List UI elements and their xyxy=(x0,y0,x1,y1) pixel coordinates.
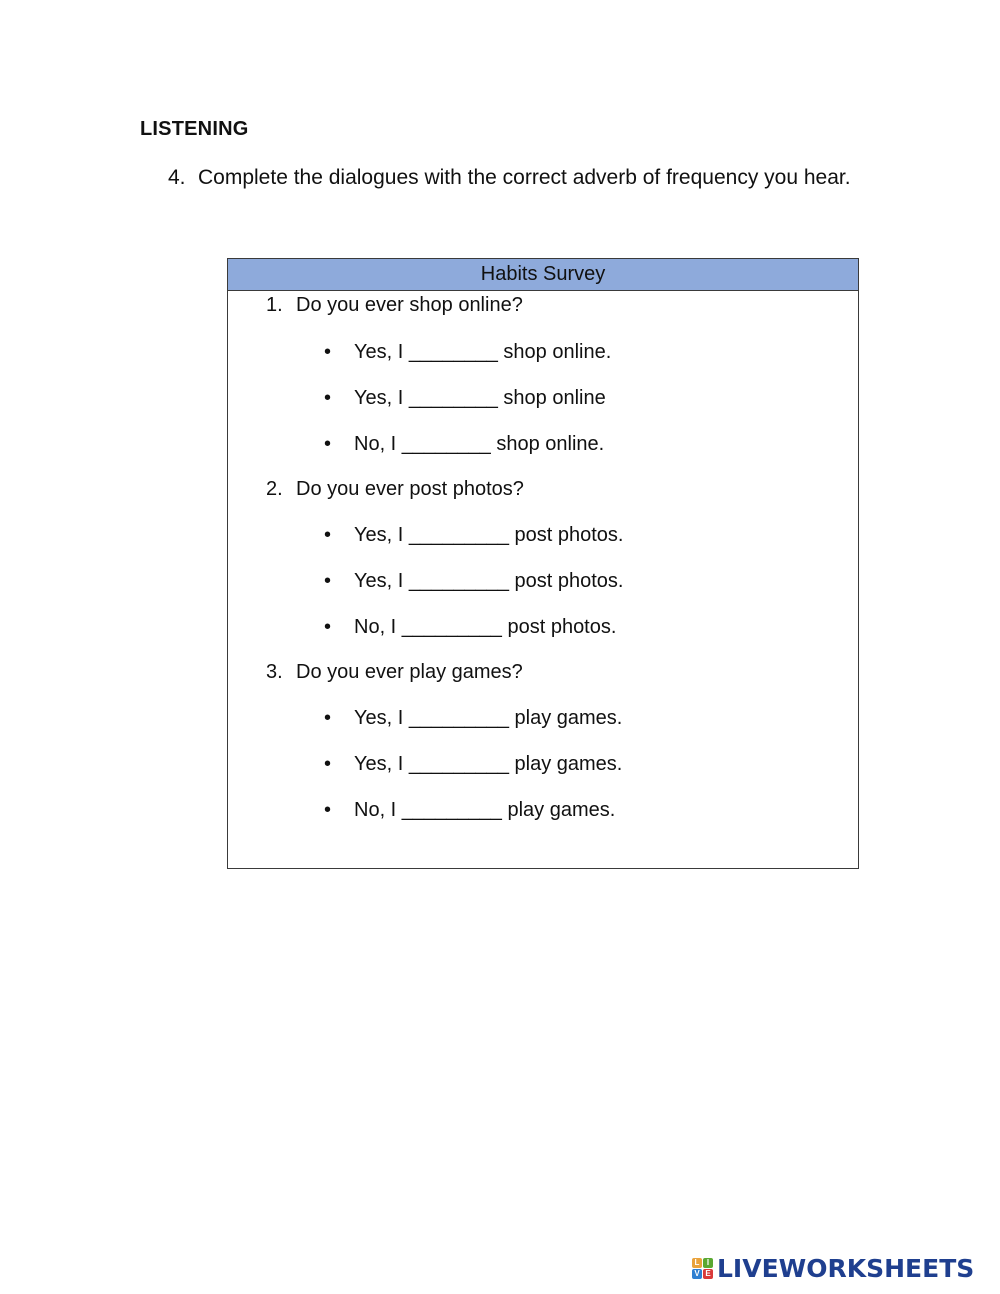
section-heading: LISTENING xyxy=(140,118,249,140)
question-3 xyxy=(266,658,523,686)
question-number: 1. xyxy=(266,294,283,316)
liveworksheets-logo-icon xyxy=(692,1258,713,1279)
question-1 xyxy=(266,291,523,319)
answer-text: Yes, I _________ post photos. xyxy=(354,524,624,546)
bullet-icon: • xyxy=(324,341,332,363)
bullet-icon: • xyxy=(324,524,332,546)
bullet-icon: • xyxy=(324,616,332,638)
answer-text: No, I _________ post photos. xyxy=(354,616,617,638)
answer-1-2 xyxy=(324,384,606,412)
bullet-icon: • xyxy=(324,799,332,821)
answer-3-3 xyxy=(324,796,615,824)
instruction-text: Complete the dialogues with the correct adverb of frequency you hear. xyxy=(198,166,851,189)
bullet-icon: • xyxy=(324,433,332,455)
answer-text: Yes, I ________ shop online. xyxy=(354,341,612,363)
question-2 xyxy=(266,475,524,503)
answer-text: No, I ________ shop online. xyxy=(354,433,605,455)
answer-3-2 xyxy=(324,750,622,778)
logo-tile: L xyxy=(692,1258,702,1268)
logo-tile: E xyxy=(703,1269,713,1279)
bullet-icon: • xyxy=(324,707,332,729)
instruction xyxy=(168,162,868,194)
bullet-icon: • xyxy=(324,753,332,775)
question-number: 2. xyxy=(266,478,283,500)
brand-name: LIVEWORKSHEETS xyxy=(717,1253,975,1283)
answer-text: No, I _________ play games. xyxy=(354,799,616,821)
question-number: 3. xyxy=(266,661,283,683)
survey-title: Habits Survey xyxy=(228,259,858,291)
answer-2-1 xyxy=(324,521,623,549)
instruction-number: 4. xyxy=(168,166,186,189)
liveworksheets-brand xyxy=(692,1252,974,1284)
question-text: Do you ever post photos? xyxy=(296,478,524,500)
answer-2-3 xyxy=(324,613,616,641)
bullet-icon: • xyxy=(324,387,332,409)
answer-2-2 xyxy=(324,567,623,595)
question-text: Do you ever shop online? xyxy=(296,294,523,316)
answer-3-1 xyxy=(324,704,622,732)
answer-text: Yes, I _________ play games. xyxy=(354,707,623,729)
answer-1-1 xyxy=(324,338,611,366)
habits-survey-table xyxy=(227,258,859,869)
bullet-icon: • xyxy=(324,570,332,592)
answer-text: Yes, I ________ shop online xyxy=(354,387,606,409)
question-text: Do you ever play games? xyxy=(296,661,523,683)
logo-tile: V xyxy=(692,1269,702,1279)
answer-text: Yes, I _________ post photos. xyxy=(354,570,624,592)
answer-1-3 xyxy=(324,430,604,458)
answer-text: Yes, I _________ play games. xyxy=(354,753,623,775)
logo-tile: I xyxy=(703,1258,713,1268)
